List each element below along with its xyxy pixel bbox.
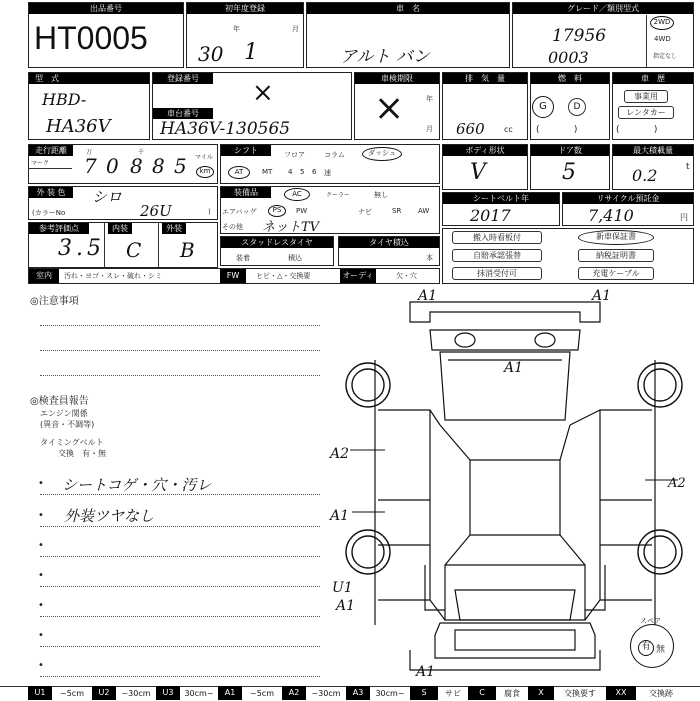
engine-label: エンジン関係 (40, 409, 88, 418)
bullet: • (38, 630, 44, 641)
fuel-d: D (568, 98, 586, 116)
equip-none: 無し (374, 191, 388, 199)
body-type-header: ボディ形状 (443, 145, 527, 156)
tire-header: タイヤ積込 (339, 237, 439, 248)
doc-item: 自賠承認張替 (452, 249, 542, 262)
lot-header: 出品番号 (29, 3, 183, 14)
legend-key: A2 (282, 686, 306, 700)
color-header: 外 装 色 (29, 187, 73, 198)
score-interior-header: 内装 (108, 223, 132, 234)
capacity-value: 0.2 (632, 166, 658, 185)
displacement-value: 660 (456, 120, 485, 138)
interior-label: 室内 (29, 269, 59, 283)
opt-4wd: 4WD (654, 35, 671, 43)
legend-key: S (410, 686, 438, 700)
mark-left-rear: A1 (330, 508, 350, 524)
inspection-value: × (374, 88, 405, 129)
reg-year-value: 30 (198, 42, 224, 66)
legend-value: 交換要す (554, 686, 606, 700)
mark-top-left: A1 (418, 288, 438, 304)
bullet: • (38, 510, 44, 521)
legend-key: A3 (346, 686, 370, 700)
mileage-header: 走行距離 (29, 145, 73, 156)
note-line (40, 375, 320, 376)
shift-floor: フロア (284, 151, 305, 159)
mileage-km: km (196, 166, 214, 178)
mark-rear-u: U1 (332, 580, 353, 596)
reg-year-header: 初年度登録 (187, 3, 303, 14)
equip-pw: PW (296, 207, 308, 215)
shift-gear: 5 (300, 168, 305, 176)
history-header: 車 歴 (613, 73, 693, 84)
reg-month-value: 1 (244, 40, 258, 65)
spare-alt: 無 (656, 645, 666, 655)
history-biz: 事業用 (624, 90, 668, 103)
doc-item: 充電ケーブル (578, 267, 654, 280)
chassis-header: 車台番号 (153, 108, 213, 119)
score-interior: C (126, 238, 142, 262)
note-line (40, 676, 320, 677)
bullet: • (38, 600, 44, 611)
model-line1: HBD- (42, 90, 87, 109)
mark-roof: A1 (504, 360, 524, 376)
displacement-unit: cc (504, 125, 513, 134)
note-line (40, 350, 320, 351)
mileage-mark: マーク (31, 160, 50, 167)
car-name-value: アルト バン (340, 47, 430, 67)
recycle-unit: 円 (680, 213, 688, 222)
history-rental: レンタカー (618, 106, 674, 119)
timing-opts: 交換 有・無 (58, 449, 106, 458)
legend-value: 30cm~ (370, 686, 410, 700)
shift-at: AT (228, 166, 250, 179)
legend-value: 腐食 (496, 686, 528, 700)
bullet: • (38, 540, 44, 551)
shift-gear: 4 (288, 168, 293, 176)
bullet: • (38, 660, 44, 671)
studless-opt1: 装着 (236, 254, 250, 262)
recycle-value: 7,410 (588, 206, 634, 225)
equip-ac: AC (284, 188, 310, 201)
legend-value: ~30cm (116, 686, 156, 700)
reg-number-header: 登録番号 (153, 73, 213, 84)
bullet: • (38, 478, 44, 489)
shift-column: コラム (324, 151, 345, 159)
fuel-header: 燃 料 (531, 73, 609, 84)
color-value: シロ (92, 188, 123, 206)
displacement-header: 排 気 量 (443, 73, 527, 84)
mark-right-side: A2 (668, 476, 686, 491)
note-line (40, 556, 320, 557)
fw-label: FW (220, 269, 246, 283)
body-type-value: V (470, 160, 486, 185)
seatbelt-value: 2017 (470, 206, 511, 225)
doors-header: ドア数 (531, 145, 609, 156)
opt-2wd: 2WD (650, 16, 674, 30)
model-header: 型 式 (29, 73, 149, 84)
legend-value: ~30cm (306, 686, 346, 700)
audio-items: 欠・穴 (396, 272, 417, 280)
spare-value: 有 (638, 640, 654, 656)
mileage-digit: 0 (106, 154, 119, 178)
score-total: 3.5 (58, 236, 105, 261)
legend-key: X (528, 686, 554, 700)
tire-suffix: 本 (426, 254, 433, 262)
shift-header: シフト (221, 145, 271, 156)
color-code-label: (カラーNo (32, 209, 66, 217)
car-name-header: 車 名 (307, 3, 509, 14)
legend-value: サビ (438, 686, 468, 700)
bullet: • (38, 570, 44, 581)
legend-key: U3 (156, 686, 180, 700)
legend-key: U2 (92, 686, 116, 700)
mileage-man: 万 (86, 149, 93, 156)
spare-label: スペア (640, 617, 661, 625)
doc-item: 納税証明書 (578, 249, 654, 262)
fuel-g: G (532, 96, 554, 118)
note-line (40, 646, 320, 647)
color-code: 26U (140, 202, 172, 220)
grade-header: グレード／類別型式 (513, 3, 693, 14)
legend-key: U1 (28, 686, 52, 700)
opt-none: 指定なし (653, 53, 678, 60)
fw-items: ヒビ・△・交換要 (256, 272, 311, 280)
mileage-digit: 5 (174, 154, 187, 178)
reg-number-value: × (252, 78, 274, 108)
lot-number: HT0005 (34, 20, 148, 56)
equip-other-label: その他 (222, 223, 243, 231)
inspector-title: ◎検査員報告 (30, 396, 89, 407)
mileage-digit: 8 (130, 154, 143, 178)
score-exterior: B (180, 238, 195, 262)
equip-airbag: エアバッグ (222, 208, 257, 216)
grade-line1: 17956 (552, 26, 607, 46)
note-line (40, 325, 320, 326)
legend-value: ~5cm (52, 686, 92, 700)
timing-label: タイミングベルト (40, 438, 104, 447)
remark-2: 外装ツヤなし (64, 507, 155, 525)
engine-sub: (異音・不調等) (40, 420, 95, 429)
equip-cooler: クーラー (326, 192, 351, 199)
shift-mt: MT (262, 168, 273, 176)
equip-aw: AW (418, 207, 430, 215)
note-line (40, 526, 320, 527)
grade-line2: 0003 (548, 48, 589, 67)
doc-item: 搬入時看板付 (452, 231, 542, 244)
shift-gear: 6 (312, 168, 317, 176)
color-code-close: ) (208, 208, 211, 216)
doc-item: 新車保証書 (578, 230, 654, 245)
mark-bottom: A1 (416, 664, 436, 680)
chassis-value: HA36V-130565 (160, 119, 291, 139)
insp-year-label: 年 (426, 95, 433, 103)
note-line (40, 616, 320, 617)
interior-items: 汚れ・ヨゴ・スレ・破れ・シミ (64, 272, 162, 280)
note-line (40, 494, 320, 495)
mark-rear-a: A1 (336, 598, 356, 614)
equip-sr: SR (392, 207, 402, 215)
note-line (40, 586, 320, 587)
mark-top-right: A1 (592, 288, 612, 304)
legend-key: XX (606, 686, 636, 700)
doors-value: 5 (562, 160, 576, 185)
remark-1: シートコゲ・穴・汚レ (62, 476, 212, 494)
equip-other: ネットTV (262, 220, 320, 235)
mileage-sen: 千 (138, 149, 145, 156)
studless-header: スタッドレスタイヤ (221, 237, 333, 248)
audio-label: オーディオ (340, 269, 376, 283)
capacity-header: 最大積載量 (613, 145, 693, 156)
mileage-digit: 7 (84, 154, 97, 178)
shift-speed: 速 (324, 169, 331, 177)
legend-value: 交換跡 (636, 686, 686, 700)
mark-left-front: A2 (330, 446, 350, 462)
equip-navi: ナビ (358, 208, 372, 216)
legend-key: C (468, 686, 496, 700)
inspection-header: 車検期限 (355, 73, 439, 84)
score-header: 参考評価点 (29, 223, 89, 234)
studless-opt2: 積込 (288, 254, 302, 262)
legend-value: ~5cm (242, 686, 282, 700)
shift-dash: ダッシュ (362, 147, 402, 161)
mileage-digit: 8 (152, 154, 165, 178)
legend-key: A1 (218, 686, 242, 700)
insp-month-label: 月 (426, 125, 433, 133)
history-paren: ( ) (616, 125, 658, 135)
reg-year-label: 年 (233, 25, 240, 33)
equip-ps: PS (268, 205, 286, 217)
equipment-header: 装備品 (221, 187, 271, 198)
recycle-header: リサイクル預託金 (563, 193, 693, 204)
model-line2: HA36V (46, 116, 111, 137)
doc-item: 抹消受付可 (452, 267, 542, 280)
reg-month-label: 月 (292, 25, 299, 33)
mileage-mile: マイル (195, 154, 213, 161)
capacity-unit: t (686, 162, 690, 172)
legend-value: 30cm~ (180, 686, 218, 700)
score-exterior-header: 外装 (162, 223, 186, 234)
seatbelt-header: シートベルト年 (443, 193, 559, 204)
notes-title: ◎注意事項 (30, 296, 79, 307)
fuel-paren: ( ) (536, 125, 578, 135)
